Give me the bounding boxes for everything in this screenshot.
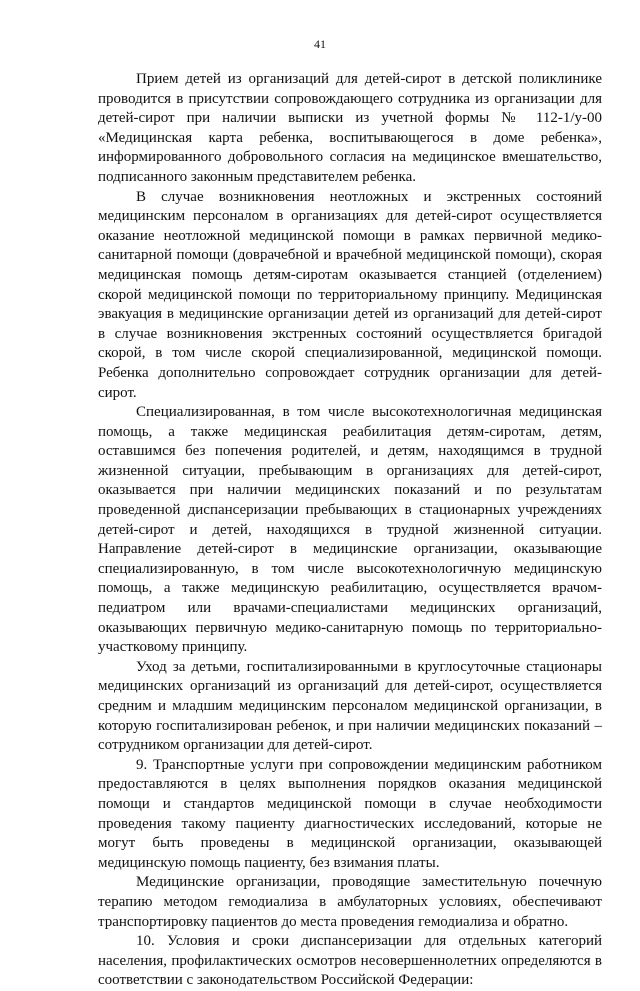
page-number: 41 [314,37,326,51]
paragraph-admission: Прием детей из организаций для детей-сирот в детской поликлинике проводится в присутствии сопровождающего сотрудника из организации для детей-сирот при наличии выписки из учетной формы № 112-1/у-00 «Медицинская карта ребенка, воспитывающегося в доме ребенка», информированного добровольного согласия на медицинское вмешательство, подписанного законным представителем ребенка. [98,71,602,185]
paragraph-dispensary: 10. Условия и сроки диспансеризации для отдельных категорий населения, профилактических осмотров несовершеннолетних определяются в соответствии с законодательством Российской Федерации: [98,933,602,989]
paragraph-transport-services: 9. Транспортные услуги при сопровождении медицинским работником предоставляются в целях выполнения порядков оказания медицинской помощи и стандартов медицинской помощи в случае необходимости проведения такому пациенту диагностических исследований, которые не могут быть проведены в медицинской организации, оказывающей медицинскую помощь пациенту, без взимания платы. [98,756,602,871]
paragraph-specialized-care: Специализированная, в том числе высокотехнологичная медицинская помощь, а также медицинская реабилитация детям-сиротам, детям, оставшимся без попечения родителей, и детям, находящимся в трудной жизненной ситуации, пребывающим в организациях для детей-сирот, оказывается при наличии медицинских показаний и по результатам проведенной диспансеризации пребывающих в стационарных учреждениях детей-сирот и детей, находящихся в трудной жизненной ситуации. Направление детей-сирот в медицинские организации, оказывающие специализированную, в том числе высокотехнологичную медицинскую помощь, а также медицинскую реабилитацию, осуществляется врачом-педиатром или врачами-специалистами медицинских организаций, оказывающих первичную медико-санитарную помощь по территориально-участковому принципу. [98,404,602,656]
paragraph-emergency: В случае возникновения неотложных и экстренных состояний медицинским персоналом в организациях для детей-сирот осуществляется оказание неотложной медицинской помощи в рамках первичной медико-санитарной помощи (доврачебной и врачебной медицинской помощи), скорая медицинская помощь детям-сиротам оказывается станцией (отделением) скорой медицинской помощи по территориальному принципу. Медицинская эвакуация в медицинские организации детей из организаций для детей-сирот в случае возникновения экстренных состояний осуществляется бригадой скорой, в том числе скорой специализированной, медицинской помощи. Ребенка дополнительно сопровождает сотрудник организации для детей-сирот. [98,188,602,401]
paragraph-hemodialysis: Медицинские организации, проводящие заместительную почечную терапию методом гемодиализа в амбулаторных условиях, обеспечивают транспортировку пациентов до места проведения гемодиализа и обратно. [98,874,602,930]
paragraph-hospital-care: Уход за детьми, госпитализированными в круглосуточные стационары медицинских организаций из организаций для детей-сирот, осуществляется средним и младшим медицинским персоналом медицинской организации, в которую госпитализирован ребенок, и при наличии медицинских показаний – сотрудником организации для детей-сирот. [98,658,602,754]
document-body [98,70,602,991]
